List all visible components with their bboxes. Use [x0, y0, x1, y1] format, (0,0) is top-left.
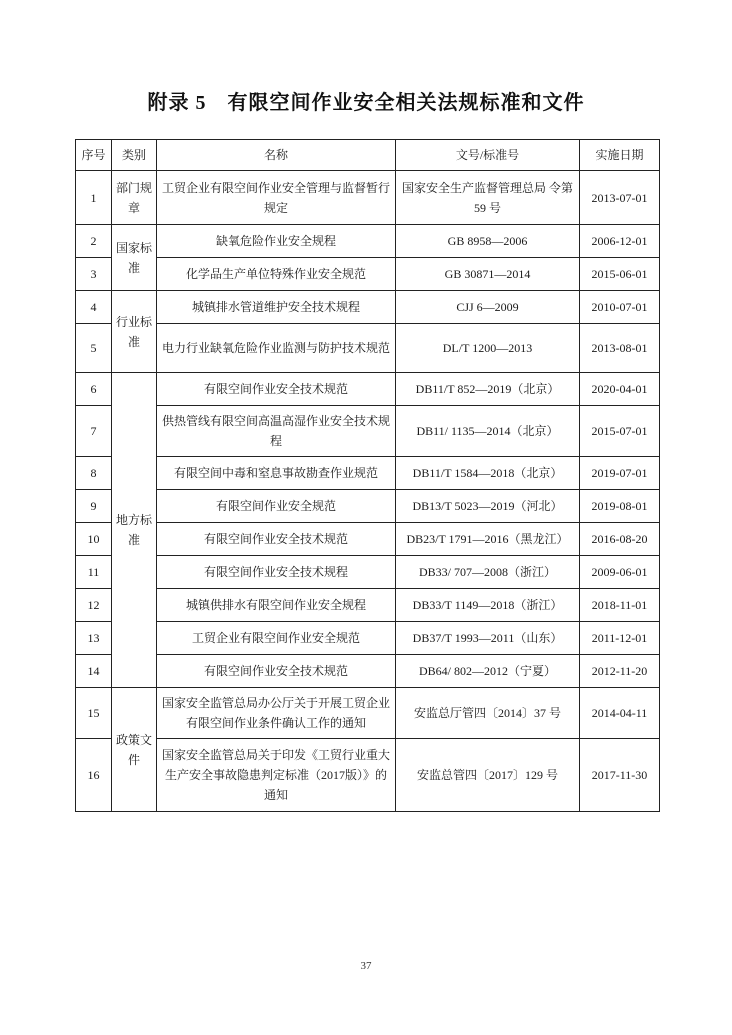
- cell-name: 有限空间作业安全规范: [157, 490, 396, 523]
- cell-date: 2015-07-01: [580, 406, 660, 457]
- cell-index: 2: [76, 225, 112, 258]
- table-row: [76, 457, 660, 490]
- cell-date: 2014-04-11: [580, 688, 660, 739]
- cell-doc-no: DB23/T 1791—2016（黑龙江）: [396, 523, 580, 556]
- cell-doc-no: DB13/T 5023—2019（河北）: [396, 490, 580, 523]
- cell-category: 行业标准: [112, 291, 157, 373]
- table-row: [76, 589, 660, 622]
- table-row: [76, 406, 660, 457]
- cell-name: 城镇排水管道维护安全技术规程: [157, 291, 396, 324]
- cell-name: 有限空间作业安全技术规范: [157, 523, 396, 556]
- cell-index: 3: [76, 258, 112, 291]
- cell-name: 有限空间中毒和窒息事故勘查作业规范: [157, 457, 396, 490]
- cell-name: 供热管线有限空间高温高湿作业安全技术规程: [157, 406, 396, 457]
- cell-doc-no: 国家安全生产监督管理总局 令第 59 号: [396, 171, 580, 225]
- table-row: [76, 225, 660, 258]
- table-row: [76, 171, 660, 225]
- cell-date: 2011-12-01: [580, 622, 660, 655]
- cell-name: 化学品生产单位特殊作业安全规范: [157, 258, 396, 291]
- cell-date: 2020-04-01: [580, 373, 660, 406]
- header-category: 类别: [112, 140, 157, 171]
- cell-name: 缺氧危险作业安全规程: [157, 225, 396, 258]
- cell-date: 2017-11-30: [580, 739, 660, 812]
- header-name: 名称: [157, 140, 396, 171]
- table-row: [76, 523, 660, 556]
- cell-date: 2015-06-01: [580, 258, 660, 291]
- cell-index: 16: [76, 739, 112, 812]
- cell-doc-no: DB33/T 1149—2018（浙江）: [396, 589, 580, 622]
- regulations-table: [75, 139, 660, 812]
- cell-index: 5: [76, 324, 112, 373]
- cell-index: 4: [76, 291, 112, 324]
- cell-index: 11: [76, 556, 112, 589]
- header-index: 序号: [76, 140, 112, 171]
- cell-index: 13: [76, 622, 112, 655]
- cell-doc-no: 安监总厅管四〔2014〕37 号: [396, 688, 580, 739]
- cell-date: 2012-11-20: [580, 655, 660, 688]
- cell-date: 2009-06-01: [580, 556, 660, 589]
- cell-index: 14: [76, 655, 112, 688]
- cell-doc-no: GB 30871—2014: [396, 258, 580, 291]
- cell-date: 2013-07-01: [580, 171, 660, 225]
- cell-date: 2010-07-01: [580, 291, 660, 324]
- page-title: 附录 5 有限空间作业安全相关法规标准和文件: [147, 92, 585, 114]
- cell-name: 有限空间作业安全技术规范: [157, 655, 396, 688]
- cell-date: 2006-12-01: [580, 225, 660, 258]
- cell-doc-no: DB33/ 707—2008（浙江）: [396, 556, 580, 589]
- table-row: [76, 688, 660, 739]
- cell-date: 2013-08-01: [580, 324, 660, 373]
- cell-index: 8: [76, 457, 112, 490]
- page-number: 37: [360, 960, 372, 972]
- cell-name: 电力行业缺氧危险作业监测与防护技术规范: [157, 324, 396, 373]
- header-date: 实施日期: [580, 140, 660, 171]
- cell-name: 有限空间作业安全技术规范: [157, 373, 396, 406]
- cell-doc-no: DB64/ 802—2012（宁夏）: [396, 655, 580, 688]
- cell-date: 2019-07-01: [580, 457, 660, 490]
- cell-doc-no: CJJ 6—2009: [396, 291, 580, 324]
- cell-category: 部门规章: [112, 171, 157, 225]
- cell-name: 国家安全监管总局关于印发《工贸行业重大生产安全事故隐患判定标准（2017版）》的通知: [157, 739, 396, 812]
- cell-doc-no: GB 8958—2006: [396, 225, 580, 258]
- table-row: [76, 622, 660, 655]
- cell-name: 城镇供排水有限空间作业安全规程: [157, 589, 396, 622]
- cell-name: 工贸企业有限空间作业安全管理与监督暂行规定: [157, 171, 396, 225]
- table-row: [76, 739, 660, 812]
- cell-name: 有限空间作业安全技术规程: [157, 556, 396, 589]
- table-row: [76, 556, 660, 589]
- table-row: [76, 655, 660, 688]
- cell-doc-no: DB37/T 1993—2011（山东）: [396, 622, 580, 655]
- cell-index: 6: [76, 373, 112, 406]
- table-header-row: [76, 140, 660, 171]
- table-row: [76, 258, 660, 291]
- cell-index: 10: [76, 523, 112, 556]
- cell-doc-no: 安监总管四〔2017〕129 号: [396, 739, 580, 812]
- table-row: [76, 373, 660, 406]
- cell-date: 2018-11-01: [580, 589, 660, 622]
- cell-index: 1: [76, 171, 112, 225]
- table-row: [76, 291, 660, 324]
- cell-date: 2016-08-20: [580, 523, 660, 556]
- cell-category: 国家标准: [112, 225, 157, 291]
- cell-category: 地方标准: [112, 373, 157, 688]
- cell-category: 政策文件: [112, 688, 157, 812]
- cell-date: 2019-08-01: [580, 490, 660, 523]
- cell-doc-no: DB11/T 1584—2018（北京）: [396, 457, 580, 490]
- cell-index: 9: [76, 490, 112, 523]
- cell-name: 国家安全监管总局办公厅关于开展工贸企业有限空间作业条件确认工作的通知: [157, 688, 396, 739]
- cell-doc-no: DL/T 1200—2013: [396, 324, 580, 373]
- cell-doc-no: DB11/T 852—2019（北京）: [396, 373, 580, 406]
- cell-index: 15: [76, 688, 112, 739]
- cell-index: 7: [76, 406, 112, 457]
- header-doc-no: 文号/标准号: [396, 140, 580, 171]
- cell-index: 12: [76, 589, 112, 622]
- cell-doc-no: DB11/ 1135—2014（北京）: [396, 406, 580, 457]
- cell-name: 工贸企业有限空间作业安全规范: [157, 622, 396, 655]
- table-row: [76, 490, 660, 523]
- table-row: [76, 324, 660, 373]
